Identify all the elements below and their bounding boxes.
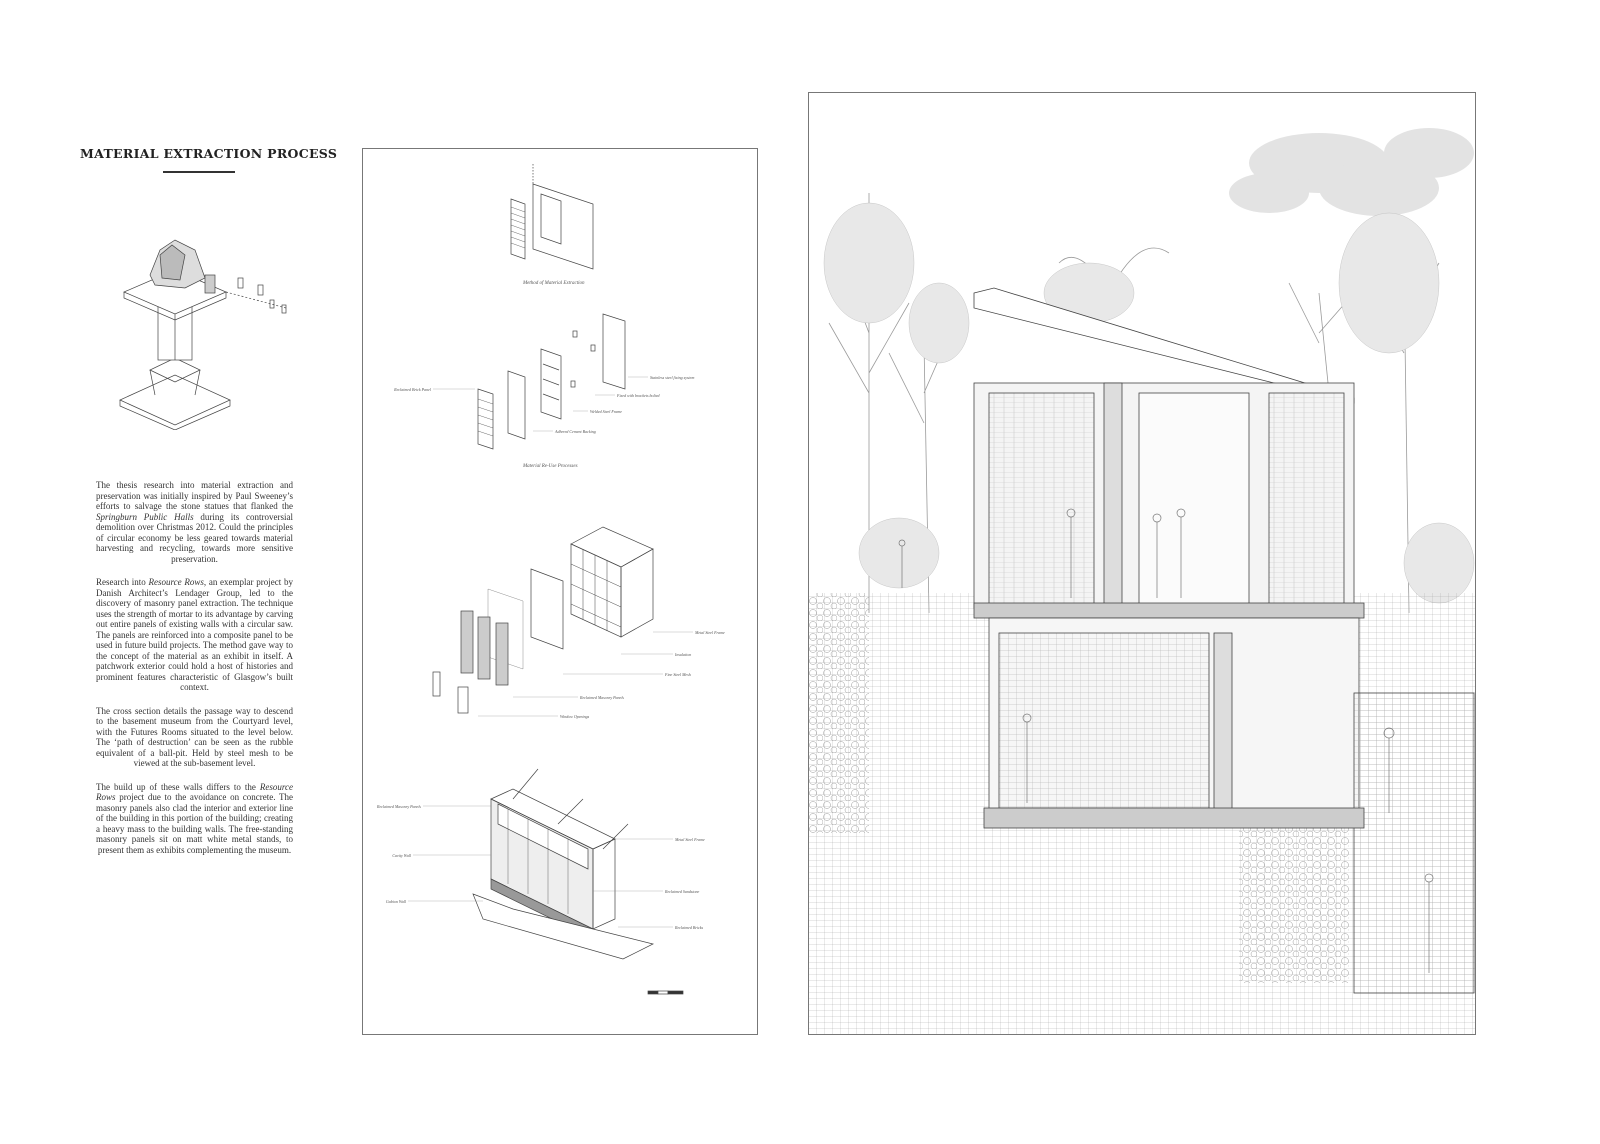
cross-section-panel	[808, 92, 1476, 1035]
extraction-diagrams-panel	[362, 148, 758, 1035]
label-metal-frame: Metal Steel Frame	[695, 630, 725, 635]
label-fixed-bracket: Fixed with brackets bolted	[617, 393, 660, 398]
diagram-panel-system	[433, 527, 653, 713]
rubble-pit	[1239, 803, 1349, 983]
label-insulation: Insulation	[675, 652, 692, 657]
label-cavity-wall: Cavity Wall	[392, 853, 411, 858]
label-welded-frame: Welded Steel Frame	[590, 409, 623, 414]
label-reclaimed-masonry-2: Reclaimed Masonry Panels	[377, 804, 421, 809]
page-title: MATERIAL EXTRACTION PROCESS	[80, 146, 338, 161]
statue-axonometric	[110, 230, 300, 430]
label-reclaimed-masonry: Reclaimed Masonry Panels	[580, 695, 624, 700]
label-cement-backing: Adhered Cement Backing	[555, 429, 596, 434]
diagram-wall-build-up	[473, 769, 653, 959]
building-upper	[974, 288, 1364, 618]
label-fine-mesh: Fine Steel Mesh	[665, 672, 691, 677]
label-metal-frame-2: Metal Steel Frame	[675, 837, 705, 842]
label-window-openings: Window Openings	[560, 714, 590, 719]
paragraph-2: Research into Resource Rows, an exemplar project by Danish Architect’s Lendager Group, led to the discovery of masonry panel extraction. The technique uses the strength of mortar to its advantage by carving out entire panels of existing walls with a circular saw. The panels are reinforced into a composite panel to be used in future build projects. The method gave way to the concept of the material as an exhibit in itself. A patchwork exterior could hold a host of histories and prominent features characteristic of Glasgow’s built context.	[96, 577, 293, 692]
scale-bar	[648, 991, 683, 994]
label-reuse: Material Re-Use Processes	[523, 464, 578, 469]
title-underline	[163, 171, 235, 173]
description-text	[96, 480, 293, 868]
paragraph-3: The cross section details the passage way to descend to the basement museum from the Courtyard level, with the Futures Rooms situated to the level below. The ‘path of destruction’ can be seen as the rubble equivalent of a ball-pit. Held by steel mesh to be viewed at the sub-basement level.	[96, 705, 293, 768]
diagram-reuse-processes	[478, 314, 625, 449]
label-reclaimed-sandstone: Reclaimed Sandstone	[665, 889, 700, 894]
label-reclaimed-brick: Reclaimed Brick Panel	[394, 387, 431, 392]
paragraph-1: The thesis research into material extraction and preservation was initially inspired by Paul Sweeney’s efforts to salvage the stone statues that flanked the Springburn Public Halls during its controversial demolition over Christmas 2012. Could the principles of circular economy be less geared towards material harvesting and recycling, towards more sensitive preservation.	[96, 480, 293, 564]
label-stainless-fixings: Stainless steel fixing system	[650, 375, 695, 380]
extraction-diagrams	[363, 149, 757, 1034]
gabion-wall-left	[809, 593, 869, 833]
diagram-method-of-extraction	[511, 164, 593, 269]
label-gabion-wall: Gabion Wall	[385, 899, 406, 904]
paragraph-4: The build up of these walls differs to the Resource Rows project due to the avoidance on concrete. The masonry panels also clad the interior and exterior line of the building in this portion of the building; creating a heavy mass to the building walls. The free-standing masonry panels sit on matt white metal stands, to present them as exhibits complementing the museum.	[96, 781, 293, 855]
label-reclaimed-bricks: Reclaimed Bricks	[675, 925, 704, 930]
cross-section	[809, 93, 1475, 1034]
sky-clouds	[1229, 128, 1474, 216]
label-method: Method of Material Extraction	[523, 281, 585, 286]
